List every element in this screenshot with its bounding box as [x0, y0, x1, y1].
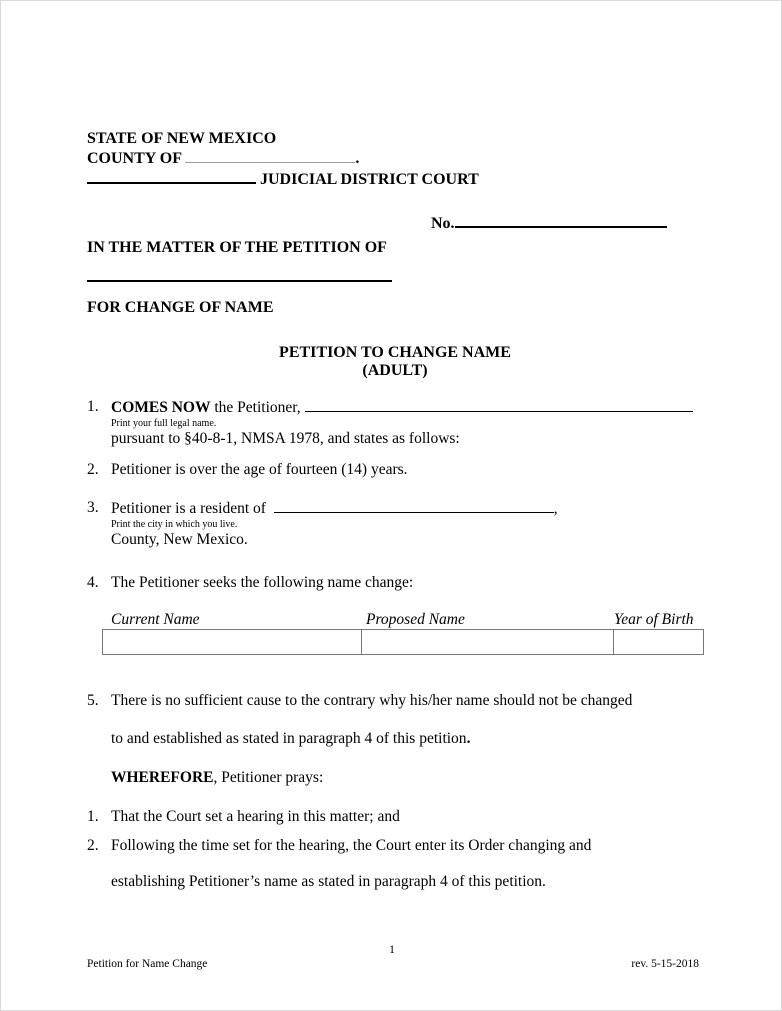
page-number: 1 [389, 942, 395, 956]
case-number-label: No. [431, 215, 455, 232]
caption-line1: IN THE MATTER OF THE PETITION OF [87, 239, 387, 256]
year-of-birth-cell[interactable] [614, 630, 703, 654]
paragraph-1-continuation: pursuant to §40-8-1, NMSA 1978, and states as follows: [111, 430, 460, 447]
prayer-1-number: 1. [87, 808, 99, 825]
wherefore-bold: WHEREFORE [111, 769, 214, 786]
name-change-table [102, 629, 704, 655]
table-header-year-of-birth: Year of Birth [614, 611, 694, 628]
county-name-blank[interactable] [185, 149, 355, 163]
full-legal-name-note: Print your full legal name. [111, 418, 217, 429]
paragraph-3-continuation: County, New Mexico. [111, 531, 248, 548]
prayer-1 [87, 808, 703, 826]
prayer-1-text: That the Court set a hearing in this matter; and [111, 808, 400, 825]
paragraph-3-lead [111, 499, 703, 518]
paragraph-5-line1: There is no sufficient cause to the contrary why his/her name should not be changed [111, 692, 633, 709]
paragraph-1-lead [111, 398, 703, 417]
proposed-name-cell[interactable] [362, 630, 614, 654]
paragraph-4-number: 4. [87, 574, 99, 591]
name-change-table-header [102, 611, 704, 628]
document-title-line2: (ADULT) [362, 362, 428, 379]
petitioner-lead-text: the Petitioner, [210, 399, 305, 416]
paragraph-2-text: Petitioner is over the age of fourteen (14) years. [111, 461, 408, 478]
state-line: STATE OF NEW MEXICO [87, 130, 277, 147]
city-blank[interactable] [274, 499, 554, 513]
county-of-label: COUNTY OF [87, 150, 182, 167]
wherefore-line [111, 769, 323, 787]
document-title-line1: PETITION TO CHANGE NAME [279, 344, 511, 361]
table-header-proposed-name: Proposed Name [366, 611, 465, 628]
paragraph-5-line2 [111, 730, 703, 748]
full-legal-name-blank[interactable] [305, 398, 693, 412]
comes-now-text: COMES NOW [111, 399, 211, 416]
prayer-2-line1: Following the time set for the hearing, the Court enter its Order changing and [111, 837, 592, 854]
city-note: Print the city in which you live. [111, 519, 238, 530]
paragraph-5 [87, 692, 703, 748]
paragraph-4-text: The Petitioner seeks the following name change: [111, 574, 414, 591]
paragraph-3-number: 3. [87, 499, 99, 516]
case-caption [87, 239, 392, 317]
paragraph-3-comma: , [553, 500, 558, 517]
prayer-2 [87, 837, 703, 891]
footer-revision-date: rev. 5-15-2018 [631, 958, 699, 970]
footer-document-name: Petition for Name Change [87, 958, 208, 970]
petitioner-name-blank[interactable] [87, 269, 392, 282]
prayer-2-number: 2. [87, 837, 99, 854]
case-number-line [431, 213, 667, 233]
page-footer [87, 958, 699, 970]
court-header [87, 130, 479, 190]
wherefore-rest: , Petitioner prays: [213, 769, 324, 786]
judicial-district-court-label: JUDICIAL DISTRICT COURT [260, 171, 479, 188]
document-title [87, 344, 703, 380]
case-number-blank[interactable] [455, 213, 667, 228]
prayer-2-line2: establishing Petitioner’s name as stated in paragraph 4 of this petition. [111, 873, 546, 890]
district-line [87, 169, 479, 190]
caption-line2: FOR CHANGE OF NAME [87, 299, 274, 316]
current-name-cell[interactable] [103, 630, 362, 654]
paragraph-2 [87, 461, 703, 479]
county-line [87, 148, 479, 169]
paragraph-5-number: 5. [87, 692, 99, 709]
district-number-blank[interactable] [87, 169, 256, 184]
paragraph-2-number: 2. [87, 461, 99, 478]
table-header-current-name: Current Name [111, 611, 200, 628]
paragraph-4 [87, 574, 703, 592]
paragraph-5-bold-period: . [466, 730, 471, 747]
paragraph-5-line2-text: to and established as stated in paragraph 4 of this petition [111, 730, 467, 747]
paragraph-3 [87, 499, 703, 549]
paragraph-1 [87, 398, 703, 448]
county-line-period: . [355, 150, 360, 167]
paragraph-1-number: 1. [87, 398, 99, 415]
resident-lead-text: Petitioner is a resident of [111, 500, 270, 517]
